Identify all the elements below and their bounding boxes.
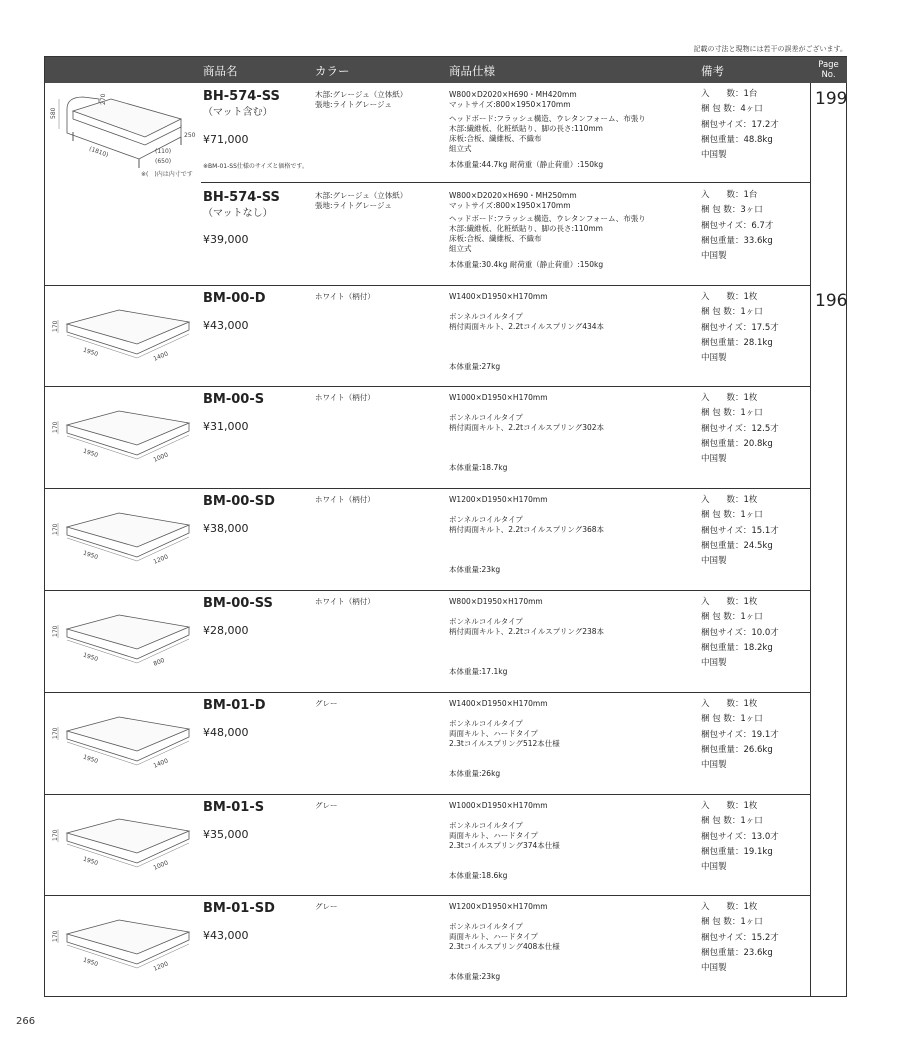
spec-size [449,393,548,403]
remark-line: 中国製 [701,658,727,669]
spec-weight: 本体重量:44.7kg 耐荷重（静止荷重）:150kg [449,160,604,169]
spec-line: 柄付両面キルト、2.2tコイルスプリング368本 [449,525,605,534]
color-line: ホワイト（柄付） [315,597,375,606]
mattress-illustration [49,511,201,575]
header-remarks: 備考 [701,64,724,78]
remark-line: 梱包重量：18.2kg [701,642,773,653]
column-divider [810,83,811,997]
dim-label: 250 [184,132,196,139]
dim-label: 270 [100,93,107,105]
row-divider [45,895,810,896]
spec-line: 組立式 [449,244,472,253]
spec-line: 2.3tコイルスプリング374本仕様 [449,841,560,850]
product-name: BM-00-D [203,291,266,306]
spec-line: W1400×D1950×H170mm [449,292,548,301]
remark-line: 梱包サイズ：17.2才 [701,119,779,130]
spec-weight: 本体重量:30.4kg 耐荷重（静止荷重）:150kg [449,260,604,269]
color-line: グレー [315,902,338,911]
remark-line: 梱 包 数：1ヶ口 [701,408,763,419]
spec-line: 両面キルト、ハードタイプ [449,729,538,738]
dim-depth-label: 1950 [82,956,99,969]
remark-line: 入 数：1枚 [701,393,758,403]
remark-line: 中国製 [701,760,727,771]
remark-line: 入 数：1枚 [701,902,758,912]
spec-line: W1000×D1950×H170mm [449,393,548,402]
product-name: BM-01-S [203,800,265,815]
spec-line: 柄付両面キルト、2.2tコイルスプリング238本 [449,627,605,636]
dim-note: ※( )内は内寸です [141,171,193,178]
spec-line: 両面キルト、ハードタイプ [449,831,538,840]
mattress-illustration [49,308,201,372]
table-header [45,57,810,83]
spec-detail [449,922,560,952]
remark-line: 中国製 [701,150,727,161]
product-price: ¥28,000 [203,624,249,637]
color-line: 張地:ライトグレージュ [315,100,392,109]
spec-line: 組立式 [449,144,472,153]
spec-weight: 本体重量:23kg [449,972,501,981]
product-name: BM-00-S [203,392,265,407]
dim-label: (110) [155,148,172,155]
remark-line: 梱包サイズ：13.0才 [701,831,779,842]
product-color [315,699,338,709]
mattress-illustration [49,715,201,779]
dim-width-label: 1400 [152,350,170,363]
spec-line: マットサイズ:800×1950×170mm [449,100,571,109]
spec-line: 木部:繊維板、化粧紙貼り、脚の長さ:110mm [449,224,603,233]
bed-illustration [49,87,201,183]
remark-line: 中国製 [701,251,727,262]
remark-line: 入 数：1枚 [701,801,758,811]
remarks [701,799,779,875]
product-name: BH-574-SS [203,190,280,205]
header-page-no: Page No. [810,57,847,83]
dim-label: (650) [155,158,172,165]
spec-line: ボンネルコイルタイプ [449,413,523,422]
row-divider [45,794,810,795]
remark-line: 梱 包 数：4ヶ口 [701,104,763,115]
remark-line: 入 数：1枚 [701,597,758,607]
dim-depth-label: 1950 [82,855,99,868]
color-line: 木部:グレージュ（立体紙） [315,191,408,200]
dim-height-label: 170 [52,421,59,433]
remark-line: 中国製 [701,556,727,567]
spec-line: ボンネルコイルタイプ [449,312,523,321]
remark-line: 入 数：1枚 [701,495,758,505]
spec-line: ボンネルコイルタイプ [449,515,523,524]
remarks [701,493,779,569]
product-name: BM-01-SD [203,901,275,916]
row-divider [45,488,810,489]
spec-line: ボンネルコイルタイプ [449,821,523,830]
page-ref: 199 [815,89,848,109]
remark-line: 梱 包 数：1ヶ口 [701,816,763,827]
product-subtitle: （マット含む） [203,107,273,118]
dim-depth-label: 1950 [82,549,99,562]
remark-line: 梱包サイズ：19.1才 [701,729,779,740]
product-note: ※BM-01-SS仕様のサイズと価格です。 [203,163,308,170]
dim-height-label: 170 [52,523,59,535]
remark-line: 入 数：1台 [701,89,758,99]
dim-height-label: 170 [52,829,59,841]
product-price: ¥43,000 [203,929,249,942]
dim-width-label: 800 [152,656,166,668]
spec-detail [449,821,560,851]
spec-size [449,902,548,912]
product-color [315,597,375,607]
spec-line: 2.3tコイルスプリング408本仕様 [449,942,560,951]
product-price: ¥48,000 [203,726,249,739]
mattress-illustration [49,409,201,473]
mattress-illustration [49,918,201,982]
spec-line: W800×D1950×H170mm [449,597,543,606]
color-line: ホワイト（柄付） [315,495,375,504]
remark-line: 梱 包 数：1ヶ口 [701,612,763,623]
spec-size [449,801,548,811]
product-subtitle: （マットなし） [203,208,273,219]
dim-height-label: 170 [52,625,59,637]
remarks [701,595,779,671]
spec-size [449,699,548,709]
product-color [315,495,375,505]
mattress-illustration [49,817,201,881]
spec-line: W800×D2020×H690・MH420mm [449,90,577,99]
color-line: ホワイト（柄付） [315,393,375,402]
spec-line: ヘッドボード:フラッシュ構造、ウレタンフォーム、布張り [449,214,646,223]
remark-line: 梱包重量：28.1kg [701,337,773,348]
remark-line: 中国製 [701,353,727,364]
row-divider [45,285,810,286]
page-number: 266 [16,1016,36,1027]
spec-detail [449,515,604,535]
dim-label: 580 [50,107,57,119]
spec-line: 柄付両面キルト、2.2tコイルスプリング434本 [449,322,605,331]
spec-detail [449,413,604,433]
dim-width-label: 1200 [152,553,170,566]
spec-weight: 本体重量:23kg [449,565,501,574]
color-line: 木部:グレージュ（立体紙） [315,90,408,99]
page-ref: 196 [815,291,848,311]
spec-line: W1400×D1950×H170mm [449,699,548,708]
dim-width-label: 1000 [152,451,170,464]
spec-line: 2.3tコイルスプリング512本仕様 [449,739,560,748]
product-color [315,292,375,302]
remark-line: 梱包重量：33.6kg [701,235,773,246]
spec-size [449,495,548,505]
header-color: カラー [315,64,350,78]
spec-line: 床板:合板、繊維板、不織布 [449,234,542,243]
product-price: ¥35,000 [203,828,249,841]
spec-detail [449,312,604,332]
spec-line: ボンネルコイルタイプ [449,719,523,728]
product-color [315,393,375,403]
remark-line: 梱包重量：24.5kg [701,540,773,551]
dim-depth-label: 1950 [82,753,99,766]
color-line: 張地:ライトグレージュ [315,201,392,210]
product-color [315,801,338,811]
remark-line: 梱包サイズ：6.7才 [701,220,774,231]
remark-line: 中国製 [701,862,727,873]
spec-detail [449,719,560,749]
spec-size [449,597,543,607]
product-price: ¥38,000 [203,522,249,535]
header-name: 商品名 [203,64,238,78]
remark-line: 梱包サイズ：12.5才 [701,423,779,434]
spec-weight: 本体重量:18.6kg [449,871,508,880]
spec-weight: 本体重量:26kg [449,769,501,778]
remark-line: 梱包重量：20.8kg [701,438,773,449]
product-color [315,902,338,912]
remark-line: 梱包サイズ：17.5才 [701,322,779,333]
product-name: BH-574-SS [203,89,280,104]
spec-weight: 本体重量:27kg [449,362,501,371]
color-line: ホワイト（柄付） [315,292,375,301]
dim-height-label: 170 [52,320,59,332]
product-table [44,56,847,997]
spec-line: W1000×D1950×H170mm [449,801,548,810]
remark-line: 梱 包 数：1ヶ口 [701,307,763,318]
remark-line: 梱 包 数：1ヶ口 [701,917,763,928]
row-divider [45,386,810,387]
remark-line: 梱 包 数：3ヶ口 [701,205,763,216]
spec-line: 木部:繊維板、化粧紙貼り、脚の長さ:110mm [449,124,603,133]
product-price: ¥31,000 [203,420,249,433]
header-spec: 商品仕様 [449,64,495,78]
product-price: ¥43,000 [203,319,249,332]
spec-size [449,292,548,302]
mattress-illustration [49,613,201,677]
row-divider [201,182,810,183]
dim-width-label: 1400 [152,757,170,770]
dim-height-label: 170 [52,727,59,739]
remark-line: 中国製 [701,963,727,974]
dim-width-label: 1200 [152,960,170,973]
product-price: ¥71,000 [203,133,249,146]
spec-weight: 本体重量:18.7kg [449,463,508,472]
remark-line: 中国製 [701,454,727,465]
dim-depth-label: 1950 [82,651,99,664]
product-name: BM-01-D [203,698,266,713]
remarks [701,900,779,976]
spec-line: W1200×D1950×H170mm [449,495,548,504]
dim-label: (1810) [88,145,110,159]
color-line: グレー [315,699,338,708]
remark-line: 梱 包 数：1ヶ口 [701,714,763,725]
remark-line: 梱 包 数：1ヶ口 [701,510,763,521]
remark-line: 梱包サイズ：15.1才 [701,525,779,536]
remarks [701,697,779,773]
spec-line: 両面キルト、ハードタイプ [449,932,538,941]
spec-line: W800×D2020×H690・MH250mm [449,191,577,200]
spec-line: 柄付両面キルト、2.2tコイルスプリング302本 [449,423,605,432]
spec-line: ボンネルコイルタイプ [449,617,523,626]
remark-line: 梱包重量：48.8kg [701,134,773,145]
remark-line: 梱包サイズ：15.2才 [701,932,779,943]
remark-line: 梱包重量：26.6kg [701,744,773,755]
spec-detail [449,617,604,637]
spec-line: ヘッドボード:フラッシュ構造、ウレタンフォーム、布張り [449,114,646,123]
dim-height-label: 170 [52,930,59,942]
remarks [701,391,779,467]
product-name: BM-00-SS [203,596,273,611]
remark-line: 梱包サイズ：10.0才 [701,627,779,638]
remark-line: 梱包重量：23.6kg [701,947,773,958]
row-divider [45,692,810,693]
remark-line: 入 数：1枚 [701,292,758,302]
dim-width-label: 1000 [152,859,170,872]
spec-line: ボンネルコイルタイプ [449,922,523,931]
color-line: グレー [315,801,338,810]
remark-line: 入 数：1枚 [701,699,758,709]
remarks [701,290,779,366]
dim-depth-label: 1950 [82,346,99,359]
product-name: BM-00-SD [203,494,275,509]
spec-line: 床板:合板、繊維板、不織布 [449,134,542,143]
remark-line: 入 数：1台 [701,190,758,200]
remark-line: 梱包重量：19.1kg [701,846,773,857]
spec-line: マットサイズ:800×1950×170mm [449,201,571,210]
product-price: ¥39,000 [203,233,249,246]
row-divider [45,590,810,591]
spec-line: W1200×D1950×H170mm [449,902,548,911]
disclaimer-note: 記載の寸法と現物には若干の誤差がございます。 [693,45,847,53]
dim-depth-label: 1950 [82,447,99,460]
spec-weight: 本体重量:17.1kg [449,667,508,676]
